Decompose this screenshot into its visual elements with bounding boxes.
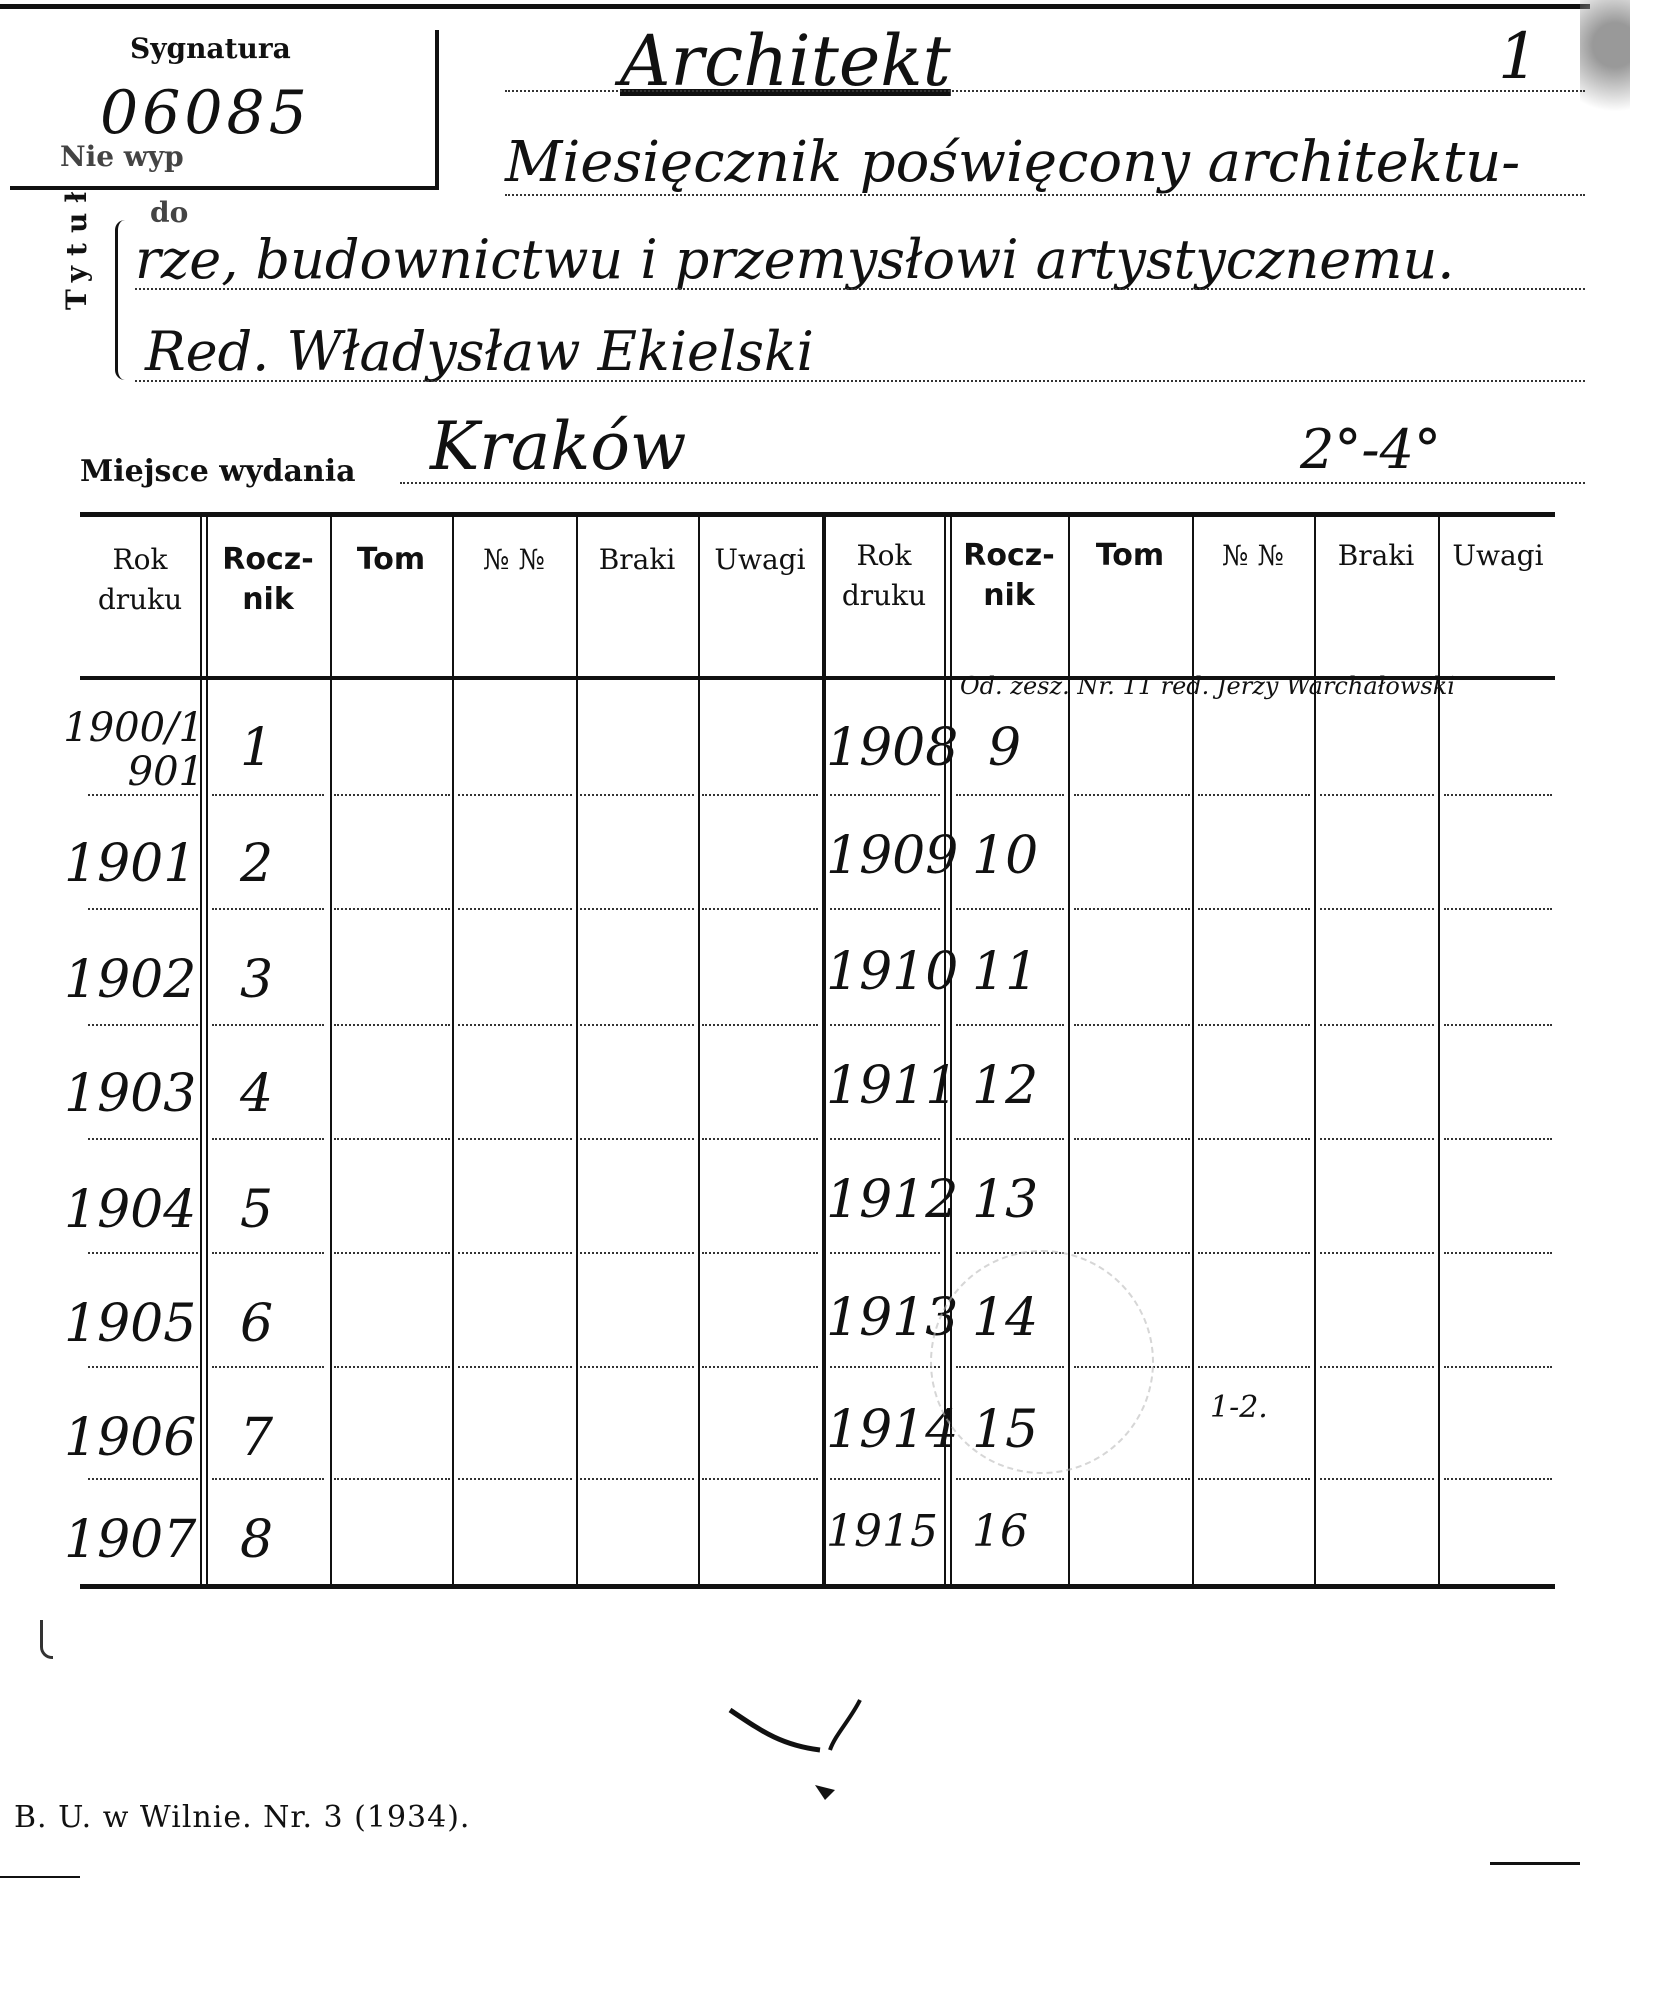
footer-right-rule (1490, 1862, 1580, 1865)
row-separator (1320, 1024, 1434, 1026)
place-value: Kraków (430, 408, 687, 485)
sygnatura-value: 06085 (100, 78, 311, 148)
volume-cell: 14 (972, 1288, 1039, 1348)
row-separator (1444, 1138, 1552, 1140)
volume-cell: 9 (988, 718, 1022, 778)
row-separator (580, 1252, 694, 1254)
row-separator (956, 1478, 1064, 1480)
row-separator (212, 1478, 324, 1480)
title-line1: Architekt (620, 20, 951, 102)
row-separator (212, 1366, 324, 1368)
row-separator (580, 908, 694, 910)
row-separator (334, 1138, 450, 1140)
row-separator (580, 1024, 694, 1026)
tytul-label: Tytuł (60, 181, 93, 310)
row-separator (334, 1366, 450, 1368)
row-separator (830, 1366, 940, 1368)
row-separator (830, 908, 940, 910)
header-tom: Tom (356, 542, 426, 577)
format-value: 2°-4° (1300, 418, 1441, 481)
volume-cell: 15 (972, 1400, 1039, 1460)
row-separator (458, 1478, 572, 1480)
row-separator (830, 1478, 940, 1480)
faded-stamp-line1: Nie wyp (60, 140, 184, 173)
footer-imprint: B. U. w Wilnie. Nr. 3 (1934). (14, 1800, 471, 1835)
row-separator (1074, 1138, 1190, 1140)
header-rok-druku: Rok druku (97, 543, 183, 616)
volume-cell: 10 (972, 826, 1039, 886)
tytul-brace (115, 220, 132, 380)
row-separator (830, 794, 940, 796)
row-separator (458, 1252, 572, 1254)
volume-cell: 13 (972, 1170, 1039, 1230)
row-separator (1074, 908, 1190, 910)
row-separator (1074, 1024, 1190, 1026)
header-tom: Tom (1095, 538, 1165, 573)
row-separator (1320, 908, 1434, 910)
header-uwagi: Uwagi (1452, 539, 1544, 572)
volume-cell: 1 (240, 718, 274, 778)
row-separator (458, 1138, 572, 1140)
row-separator (830, 1138, 940, 1140)
row-separator (88, 1024, 198, 1026)
year-cell: 1903 (64, 1064, 197, 1124)
row-separator (1444, 908, 1552, 910)
row-separator (88, 1252, 198, 1254)
row-separator (830, 1252, 940, 1254)
year-cell: 1914 (826, 1400, 959, 1460)
row-separator (1198, 1138, 1310, 1140)
col-rule (330, 514, 332, 1586)
row-separator (458, 1024, 572, 1026)
col-rule (452, 514, 454, 1586)
card-corner-shadow (1580, 0, 1630, 150)
volume-cell: 2 (240, 834, 274, 894)
volume-cell: 5 (240, 1180, 274, 1240)
row-separator (1444, 1252, 1552, 1254)
year-cell: 1905 (64, 1294, 197, 1354)
row-separator (212, 908, 324, 910)
row-separator (1198, 1478, 1310, 1480)
year-cell: 1908 (826, 718, 959, 778)
margin-mark (40, 1620, 53, 1659)
year-cell: 1901 (64, 834, 197, 894)
row-separator (334, 908, 450, 910)
title-line4: Red. Władysław Ekielski (145, 320, 814, 383)
library-stamp-mark (930, 1250, 1154, 1474)
row-separator (458, 794, 572, 796)
header-numery: № № (1222, 539, 1284, 572)
scribble-mark (720, 1690, 870, 1810)
header-uwagi: Uwagi (714, 543, 806, 576)
header-rocznik: Rocz- nik (222, 542, 314, 617)
row-separator (580, 1138, 694, 1140)
editor-note: Od. zesz. Nr. 11 red. Jerzy Warchałowski (960, 672, 1455, 700)
row-separator (212, 794, 324, 796)
row-separator (334, 1252, 450, 1254)
title-dots1 (505, 90, 1585, 92)
row-separator (956, 1138, 1064, 1140)
year-cell: 1913 (826, 1288, 959, 1348)
volume-cell: 6 (240, 1294, 274, 1354)
year-cell: 1912 (826, 1170, 959, 1230)
row-separator (702, 794, 818, 796)
title-dots3 (135, 288, 1585, 290)
row-separator (1320, 1252, 1434, 1254)
row-separator (702, 1478, 818, 1480)
year-cell: 1906 (64, 1408, 197, 1468)
year-cell: 1907 (64, 1510, 197, 1570)
row-separator (1198, 908, 1310, 910)
row-separator (458, 908, 572, 910)
volume-cell: 4 (240, 1064, 274, 1124)
row-separator (702, 908, 818, 910)
volume-cell: 7 (240, 1408, 274, 1468)
header-rok-druku: Rok druku (841, 539, 927, 612)
issues-cell: 1-2. (1210, 1390, 1268, 1425)
row-separator (702, 1138, 818, 1140)
row-separator (458, 1366, 572, 1368)
faded-stamp-line2: do (150, 196, 189, 229)
header-braki: Braki (598, 543, 676, 576)
row-separator (1198, 1252, 1310, 1254)
volume-cell: 8 (240, 1510, 274, 1570)
volume-cell: 16 (972, 1506, 1028, 1557)
row-separator (88, 1138, 198, 1140)
row-separator (830, 1024, 940, 1026)
row-separator (1198, 1024, 1310, 1026)
row-separator (580, 1478, 694, 1480)
header-numery: № № (483, 543, 545, 576)
year-cell: 1904 (64, 1180, 197, 1240)
sygnatura-right-rule (435, 30, 439, 190)
volume-cell: 12 (972, 1056, 1039, 1116)
year-cell: 1900/1901 (63, 705, 204, 795)
year-cell: 1902 (64, 950, 197, 1010)
title-dots4 (135, 380, 1585, 382)
row-separator (580, 794, 694, 796)
row-separator (1074, 794, 1190, 796)
row-separator (702, 1024, 818, 1026)
volume-cell: 3 (240, 950, 274, 1010)
title-line2: Miesięcznik poświęcony architektu- (505, 130, 1521, 195)
row-separator (956, 1024, 1064, 1026)
footer-left-rule (0, 1876, 80, 1878)
row-separator (212, 1138, 324, 1140)
row-separator (1320, 1478, 1434, 1480)
row-separator (1444, 1366, 1552, 1368)
year-cell: 1909 (826, 826, 959, 886)
volume-cell: 11 (972, 942, 1039, 1002)
row-separator (1320, 1366, 1434, 1368)
row-separator (1320, 794, 1434, 796)
card-number: 1 (1498, 20, 1539, 94)
col-rule (206, 514, 208, 1586)
row-separator (1074, 1478, 1190, 1480)
row-separator (334, 1024, 450, 1026)
row-separator (212, 1024, 324, 1026)
title-line3: rze, budownictwu i przemysłowi artystycznemu. (135, 228, 1455, 291)
year-cell: 1910 (826, 942, 959, 1002)
header-braki: Braki (1337, 539, 1415, 572)
row-separator (88, 1478, 198, 1480)
row-separator (334, 1478, 450, 1480)
header-rocznik: Rocz- nik (963, 538, 1055, 613)
col-rule (576, 514, 578, 1586)
card-top-border (0, 4, 1590, 9)
place-label: Miejsce wydania (80, 454, 356, 489)
year-cell: 1911 (826, 1056, 959, 1116)
row-separator (334, 794, 450, 796)
sygnatura-label: Sygnatura (130, 32, 291, 65)
row-separator (88, 908, 198, 910)
row-separator (212, 1252, 324, 1254)
table-top-rule (80, 512, 1555, 517)
row-separator (1320, 1138, 1434, 1140)
year-cell: 1915 (826, 1506, 938, 1557)
title-dots2 (505, 194, 1585, 196)
col-rule (698, 514, 700, 1586)
row-separator (1444, 1024, 1552, 1026)
row-separator (1074, 1252, 1190, 1254)
row-separator (1444, 1478, 1552, 1480)
row-separator (956, 794, 1064, 796)
row-separator (1444, 794, 1552, 796)
row-separator (702, 1252, 818, 1254)
table-bottom-rule (80, 1584, 1555, 1589)
row-separator (88, 1366, 198, 1368)
row-separator (580, 1366, 694, 1368)
row-separator (702, 1366, 818, 1368)
col-rule (200, 514, 202, 1586)
row-separator (1198, 1366, 1310, 1368)
row-separator (1198, 794, 1310, 796)
row-separator (956, 908, 1064, 910)
